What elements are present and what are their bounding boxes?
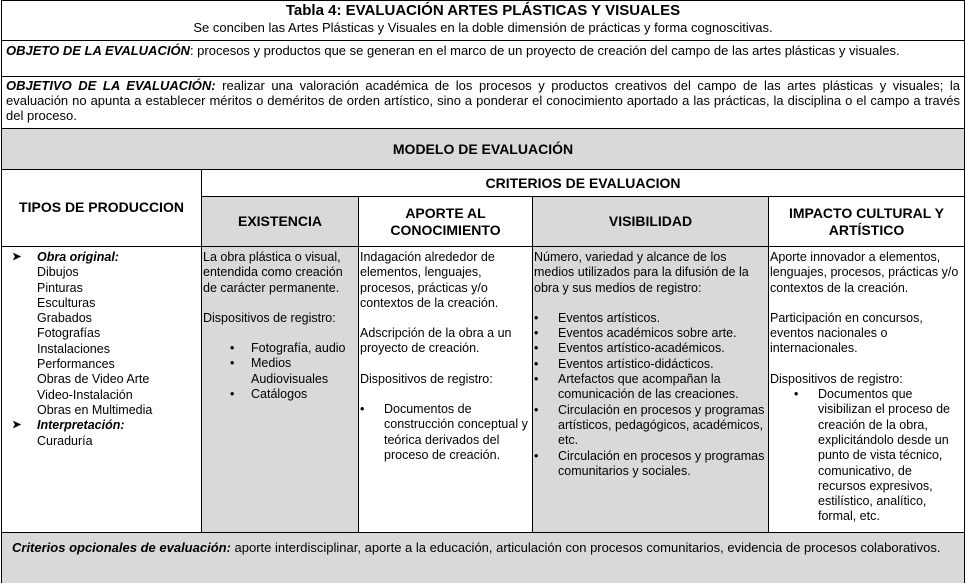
aporte-label: APORTE AL CONOCIMIENTO bbox=[390, 204, 501, 238]
list-item bbox=[534, 326, 767, 341]
objetivo-section bbox=[2, 77, 964, 129]
list-item bbox=[534, 341, 767, 356]
bullet-icon: • bbox=[534, 448, 539, 463]
bullet-icon: • bbox=[534, 372, 539, 387]
obra-original-label: Obra original: bbox=[37, 250, 119, 264]
visibilidad-list bbox=[534, 311, 767, 479]
interpretacion-label: Interpretación: bbox=[37, 418, 125, 433]
list-item bbox=[203, 356, 357, 387]
arrow-bullet-icon: ➤ bbox=[12, 251, 22, 263]
existencia-dispositivos: Dispositivos de registro: bbox=[203, 310, 336, 325]
bullet-icon: • bbox=[794, 387, 799, 402]
bullet-icon: • bbox=[230, 387, 235, 402]
existencia-list bbox=[203, 341, 357, 402]
bullet-icon: • bbox=[534, 356, 539, 371]
existencia-label: EXISTENCIA bbox=[237, 213, 322, 229]
list-item bbox=[203, 341, 357, 356]
list-item bbox=[360, 402, 531, 463]
list-item: Fotografías bbox=[37, 326, 101, 341]
list-item bbox=[534, 372, 767, 403]
list-item-text: Medios Audiovisuales bbox=[251, 356, 329, 386]
aporte-text-1: Indagación alrededor de elementos, lenguajes, procesos, prácticas y/o contextos de la creación. bbox=[360, 250, 499, 310]
footer-label: Criterios opcionales de evaluación: bbox=[12, 540, 231, 555]
aporte-cell bbox=[358, 247, 532, 532]
list-item-text: Eventos artístico-didácticos. bbox=[558, 356, 714, 371]
bullet-icon: • bbox=[534, 402, 539, 417]
objetivo-label: OBJETIVO DE LA EVALUACIÓN: bbox=[6, 78, 216, 93]
list-item bbox=[534, 403, 767, 449]
list-item bbox=[534, 357, 767, 372]
impacto-dispositivos: Dispositivos de registro: bbox=[770, 371, 903, 386]
impacto-cell bbox=[768, 247, 964, 532]
list-item-text: Circulación en procesos y programas comunitarios y sociales. bbox=[558, 448, 765, 478]
list-item-text: Eventos artístico-académicos. bbox=[558, 341, 725, 356]
bullet-icon: • bbox=[534, 341, 539, 356]
list-item: Performances bbox=[37, 357, 115, 372]
impacto-list bbox=[770, 387, 963, 525]
list-item-text: Documentos de construcción conceptual y teórica derivados del proceso de creación. bbox=[384, 402, 528, 462]
list-item-text: Catálogos bbox=[251, 387, 308, 402]
criterios-heading: CRITERIOS DE EVALUACION bbox=[201, 170, 964, 197]
bullet-icon: • bbox=[230, 356, 235, 371]
list-item-text: Documentos que visibilizan el proceso de creación de la obra, explicitándolo desde un punto de vista técnico, comunicativo, de recursos expresivos, estilístico, analítico, formal, etc. bbox=[818, 387, 951, 524]
footer-section bbox=[2, 532, 964, 583]
list-item-text: Fotografía, audio bbox=[251, 341, 346, 356]
aporte-text-2: Adscripción de la obra a un proyecto de creación. bbox=[360, 326, 512, 356]
objetivo-text: realizar una valoración académica de los procesos y productos creativos del campo de las artes plásticas y visuales; la evaluación no apunta a establecer méritos o deméritos de orden artístico, sino a ponderar el conocimiento aportado a las prácticas, la disciplina o el campo a través del proceso. bbox=[6, 78, 961, 123]
column-header-aporte bbox=[358, 197, 532, 247]
column-header-visibilidad bbox=[532, 197, 768, 247]
column-header-existencia bbox=[201, 197, 358, 247]
existencia-cell bbox=[201, 247, 358, 532]
list-item-text: Artefactos que acompañan la comunicación de las creaciones. bbox=[558, 372, 739, 402]
tipos-cell bbox=[2, 247, 201, 532]
visibilidad-cell bbox=[532, 247, 768, 532]
title-section bbox=[2, 1, 964, 41]
bullet-icon: • bbox=[534, 326, 539, 341]
list-item: Video-Instalación bbox=[37, 387, 133, 402]
list-item: Grabados bbox=[37, 311, 92, 326]
objeto-label: OBJETO DE LA EVALUACIÓN bbox=[6, 43, 190, 58]
arrow-bullet-icon: ➤ bbox=[12, 419, 22, 432]
aporte-dispositivos: Dispositivos de registro: bbox=[360, 371, 493, 386]
list-item: Obras de Video Arte bbox=[37, 372, 150, 387]
tipos-header: TIPOS DE PRODUCCION bbox=[19, 199, 184, 215]
list-item bbox=[534, 449, 767, 480]
column-header-impacto bbox=[768, 197, 964, 247]
list-item: Pinturas bbox=[37, 280, 83, 295]
visibilidad-label: VISIBILIDAD bbox=[608, 213, 693, 229]
bullet-icon: • bbox=[534, 310, 539, 325]
impacto-text-2: Participación en concursos, eventos nacionales o internacionales. bbox=[770, 310, 923, 356]
evaluation-table bbox=[1, 0, 965, 583]
impacto-label: IMPACTO CULTURAL Y ARTÍSTICO bbox=[788, 204, 945, 238]
list-item bbox=[203, 387, 357, 402]
visibilidad-text: Número, variedad y alcance de los medios utilizados para la difusión de la obra y sus medios de registro: bbox=[534, 250, 749, 295]
table-title: Tabla 4: EVALUACIÓN ARTES PLÁSTICAS Y VISUALES bbox=[285, 2, 681, 19]
list-item-text: Circulación en procesos y programas artísticos, pedagógicos, académicos, etc. bbox=[558, 402, 765, 448]
list-item: Curaduría bbox=[37, 433, 93, 448]
list-item: Instalaciones bbox=[37, 341, 110, 356]
impacto-text-1: Aporte innovador a elementos, lenguajes, procesos, prácticas y/o contextos de la creación. bbox=[770, 250, 959, 295]
list-item: Esculturas bbox=[37, 295, 96, 310]
list-item: Dibujos bbox=[37, 265, 79, 280]
list-item-text: Eventos académicos sobre arte. bbox=[558, 326, 737, 341]
list-item bbox=[770, 387, 963, 525]
list-item: Obras en Multimedia bbox=[37, 402, 153, 417]
table-subtitle: Se conciben las Artes Plásticas y Visuales en la doble dimensión de prácticas y forma cognoscitivas. bbox=[193, 20, 773, 35]
bullet-icon: • bbox=[360, 402, 365, 417]
objeto-section bbox=[2, 41, 964, 77]
objeto-text: : procesos y productos que se generan en el marco de un proyecto de creación del campo de las artes plásticas y visuales. bbox=[189, 43, 900, 58]
obra-original-heading bbox=[10, 250, 200, 265]
footer-text: aporte interdisciplinar, aporte a la educación, articulación con procesos comunitarios, evidencia de procesos colaborativos. bbox=[230, 540, 941, 555]
existencia-text: La obra plástica o visual, entendida como creación de carácter permanente. bbox=[203, 250, 343, 295]
modelo-heading: MODELO DE EVALUACIÓN bbox=[2, 129, 964, 170]
list-item-text: Eventos artísticos. bbox=[558, 310, 661, 325]
bullet-icon: • bbox=[230, 341, 235, 356]
aporte-list bbox=[360, 402, 531, 463]
interpretacion-heading bbox=[10, 418, 200, 433]
list-item bbox=[534, 311, 767, 326]
